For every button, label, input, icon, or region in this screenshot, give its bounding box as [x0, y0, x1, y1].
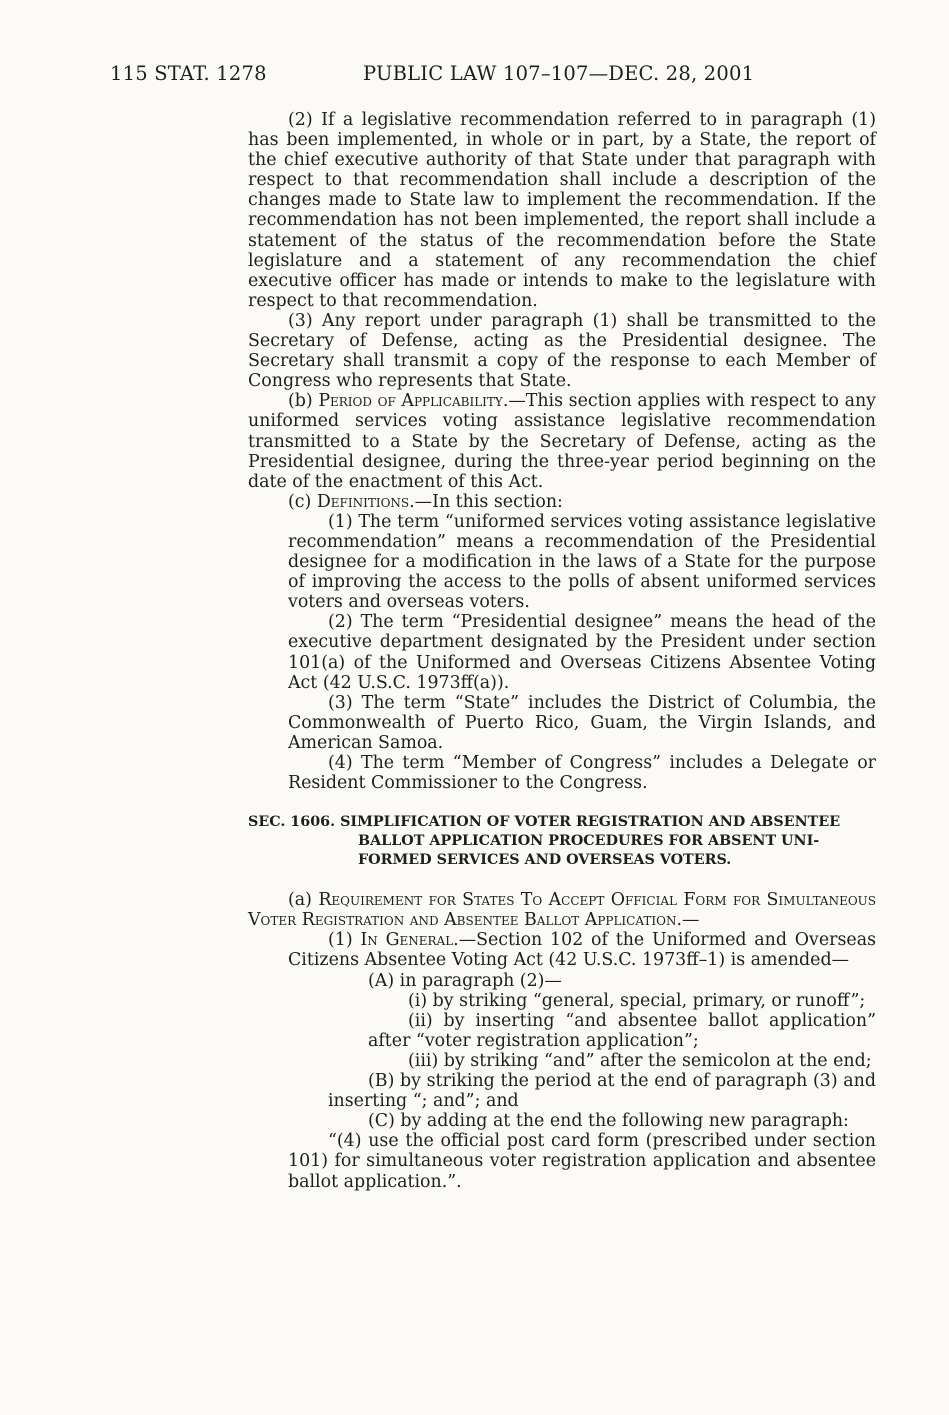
- paragraph-a1-text: .—Section 102 of the Uniformed and Overseas Citizens Absentee Voting Act (42 U.S.C. 1973ff–1) is amended—: [288, 930, 876, 971]
- clause-B: (B) by striking the period at the end of paragraph (3) and inserting “; and”; and: [328, 1071, 876, 1112]
- subsection-a-heading: Requirement for States To Accept Official Form for Simultaneous Voter Registration and Absentee Ballot Application: [248, 890, 877, 931]
- section-title-line-3: FORMED SERVICES AND OVERSEAS VOTERS.: [358, 852, 732, 869]
- subsection-a-tail: .—: [676, 910, 700, 931]
- subsection-c: [248, 492, 876, 512]
- section-number: SEC. 1606.: [248, 814, 341, 831]
- document-body: [248, 110, 876, 1192]
- definition-3: (3) The term “State” includes the District of Columbia, the Commonwealth of Puerto Rico, Guam, the Virgin Islands, and American Samoa.: [288, 692, 876, 753]
- statute-page-number: 115 STAT. 1278: [110, 62, 267, 85]
- subsection-a: [248, 890, 876, 930]
- subsection-c-heading: Definitions: [316, 491, 410, 512]
- subsection-c-label: (c): [288, 491, 317, 512]
- subsection-c-text: .—In this section:: [409, 491, 563, 512]
- paragraph-a1-heading: In General: [360, 930, 454, 951]
- clause-A: (A) in paragraph (2)—: [368, 970, 562, 991]
- subsection-a-label: (a): [288, 890, 319, 911]
- clause-A-i: (i) by striking “general, special, primary, or runoff”;: [408, 990, 866, 1011]
- paragraph-3: (3) Any report under paragraph (1) shall be transmitted to the Secretary of Defense, acting as the Presidential designee. The Secretary shall transmit a copy of the response to each Member of Congress who represents that State.: [248, 310, 876, 392]
- public-law-citation: PUBLIC LAW 107–107—DEC. 28, 2001: [363, 62, 755, 85]
- quoted-new-paragraph: “(4) use the official post card form (prescribed under section 101) for simultaneous voter registration application and absentee ballot application.”.: [288, 1131, 876, 1192]
- paragraph-a1: [248, 930, 876, 970]
- paragraph-a1-label: (1): [328, 930, 361, 951]
- clause-A-iii: (iii) by striking “and” after the semicolon at the end;: [408, 1050, 872, 1071]
- section-title-line-2: BALLOT APPLICATION PROCEDURES FOR ABSENT UNI-: [358, 833, 820, 850]
- subsection-b-label: (b): [288, 391, 319, 412]
- definition-4: (4) The term “Member of Congress” includes a Delegate or Resident Commissioner to the Congress.: [288, 753, 876, 794]
- subsection-b: [248, 391, 876, 491]
- section-title-line-1: SIMPLIFICATION OF VOTER REGISTRATION AND ABSENTEE: [340, 814, 841, 831]
- paragraph-2: (2) If a legislative recommendation referred to in paragraph (1) has been implemented, in whole or in part, by a State, the report of the chief executive authority of that State under that paragraph with respect to that recommendation shall include a description of the changes made to State law to implement the recommendation. If the recommendation has not been implemented, the report shall include a statement of the status of the recommendation before the State legislature and a statement of any recommendation the chief executive officer has made or intends to make to the legislature with respect to that recommendation.: [248, 110, 876, 311]
- clause-C: (C) by adding at the end the following new paragraph:: [368, 1111, 849, 1132]
- definition-1: (1) The term “uniformed services voting assistance legislative recommendation” means a recommendation of the Presidential designee for a modification in the laws of a State for the purpose of improving the access to the polls of absent uniformed services voters and overseas voters.: [288, 511, 876, 613]
- definition-2: (2) The term “Presidential designee” means the head of the executive department designated by the President under section 101(a) of the Uniformed and Overseas Citizens Absentee Voting Act (42 U.S.C. 1973ff(a)).: [288, 612, 876, 693]
- clause-A-ii: (ii) by inserting “and absentee ballot application” after “voter registration application”;: [368, 1010, 876, 1051]
- subsection-b-heading: Period of Applicability: [318, 391, 503, 412]
- subsection-b-text: .—This section applies with respect to any uniformed services voting assistance legislative recommendation transmitted to a State by the Secretary of Defense, acting as the Presidential designee, during the three-year period beginning on the date of the enactment of this Act.: [248, 391, 876, 492]
- section-heading: [248, 813, 876, 870]
